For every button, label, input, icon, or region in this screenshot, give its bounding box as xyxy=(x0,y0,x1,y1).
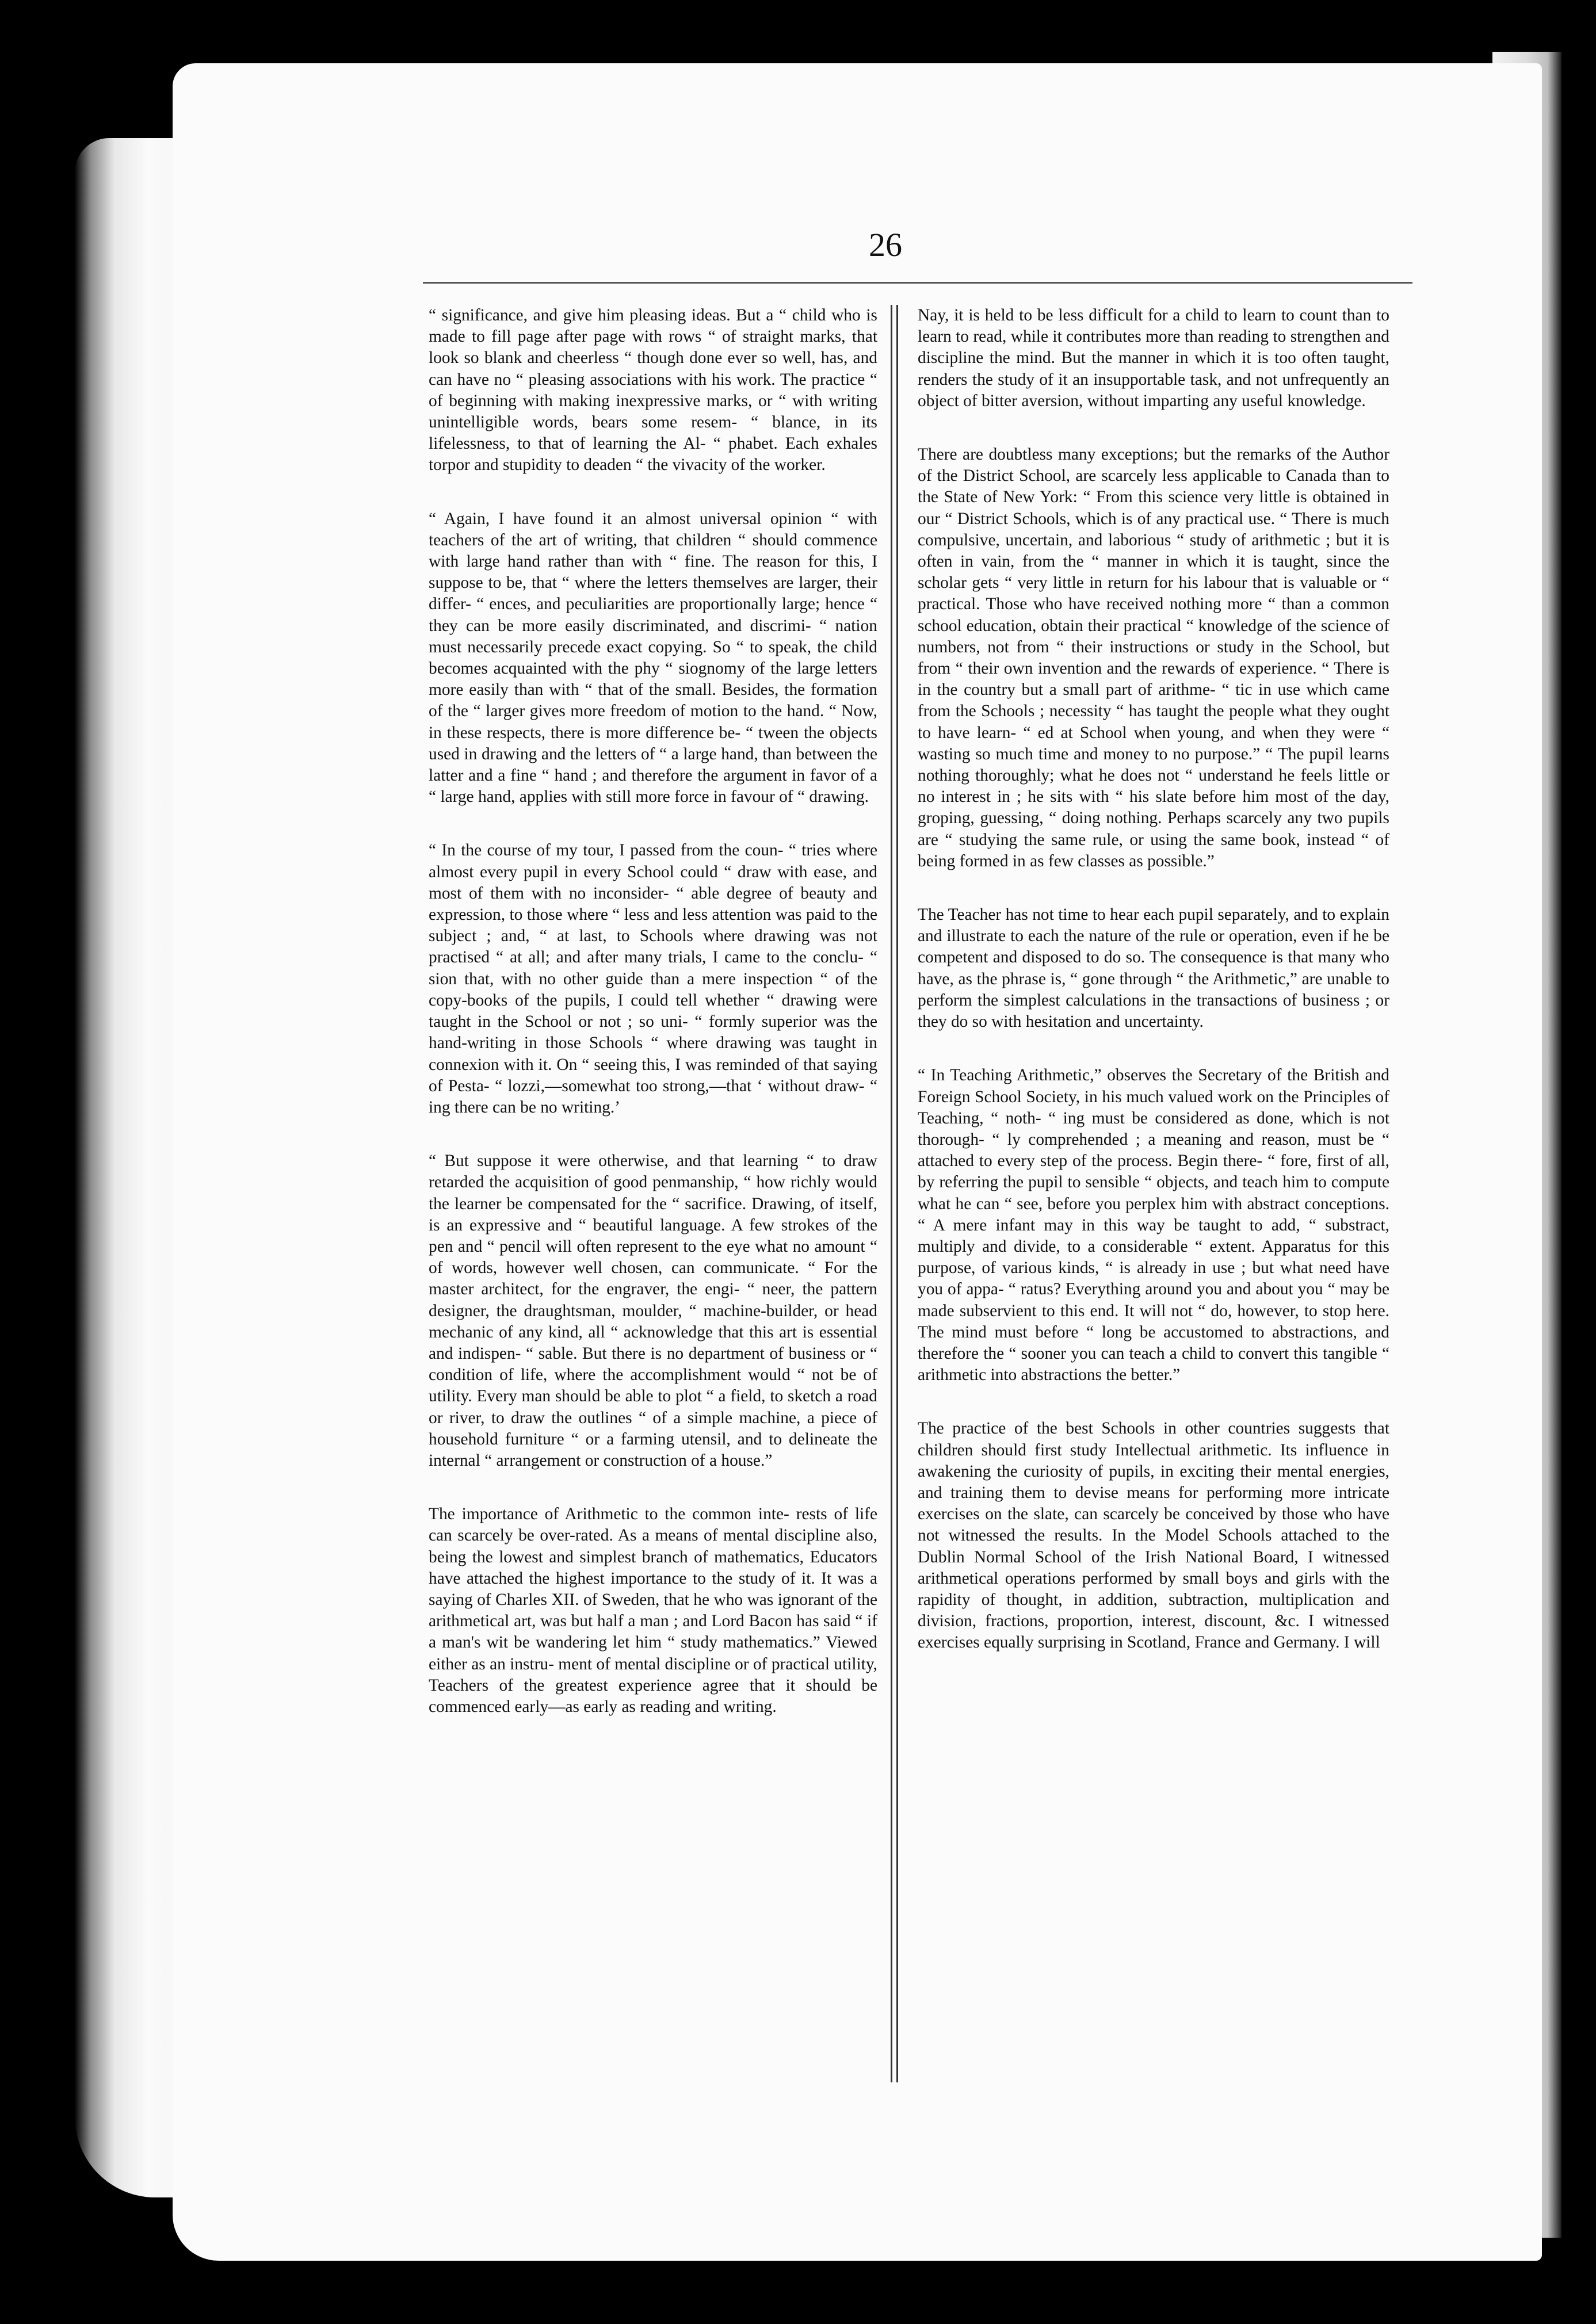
paragraph: The practice of the best Schools in other countries suggests that children should first study Intellectual arithmetic. Its influence in awakening the curiosity of pupils, in exciting their mental energies, and training them to devise means for performing more intricate exercises on the slate, can scarcely be conceived by those who have not witnessed the results. In the Model Schools attached to the Dublin Normal School of the Irish National Board, I witnessed arithmetical operations performed by small boys and girls with the rapidity of thought, in addition, subtraction, multiplication and division, fractions, proportion, interest, discount, &c. I witnessed exercises equally surprising in Scotland, France and Germany. I will xyxy=(918,1419,1389,1652)
paragraph: “ In the course of my tour, I passed from the coun- “ tries where almost every pupil in every School could “ draw with ease, and most of them with no inconsider- “ able degree of beauty and expression, to those where “ less and less attention was paid to the subject ; and, “ at last, to Schools where drawing was not practised “ at all; and after many trials, I came to the conclu- “ sion that, with no other guide than a mere inspection “ of the copy-books of the pupils, I could tell whether “ drawing were taught in the School or not ; so uni- “ formly superior was the hand-writing in those Schools “ where drawing was taught in connexion with it. On “ seeing this, I was reminded of that saying of Pesta- “ lozzi,—somewhat too strong,—that ‘ without draw- “ ing there can be no writing.’ xyxy=(429,841,877,1117)
paragraph: “ But suppose it were otherwise, and that learning “ to draw retarded the acquisition of good penmanship, “ how richly would the learner be compensated for the “ sacrifice. Drawing, of itself, is an expressive and “ beautiful language. A few strokes of the pen and “ pencil will often represent to the eye what no amount “ of words, however well chosen, can communicate. “ For the master architect, for the engraver, the engi- “ neer, the pattern designer, the draughtsman, moulder, “ machine-builder, or head mechanic of any kind, all “ acknowledge that this art is essential and indispen- “ sable. But there is no department of business or “ condition of life, where the accomplishment would “ not be of utility. Every man should be able to plot “ a field, to sketch a road or river, to draw the outlines “ of a simple machine, a piece of household furniture “ or a farming utensil, and to delineate the internal “ arrangement or construction of a house.” xyxy=(429,1152,877,1470)
paragraph: There are doubtless many exceptions; but the remarks of the Author of the District School, are scarcely less applicable to Canada than to the State of New York: “ From this science very little is obtained in our “ District Schools, which is of any practical use. “ There is much compulsive, uncertain, and laborious “ study of arithmetic ; but it is often in vain, from the “ manner in which it is taught, since the scholar gets “ very little in return for his labour that is valuable or “ practical. Those who have received nothing more “ than a common school education, obtain their practical “ knowledge of the science of numbers, not from “ their instructions or study in the School, but from “ their own invention and the rewards of experience. “ There is in the country but a small part of arithme- “ tic in use which came from the Schools ; necessity “ has taught the people what they ought to have learn- “ ed at School when young, and when they were “ wasting so much time and money to no purpose.” “ The pupil learns nothing thoroughly; what he does not “ understand he feels little or no interest in ; he sits with “ his slate before him most of the day, groping, guessing, “ doing nothing. Perhaps scarcely any two pupils are “ studying the same rule, or using the same book, instead “ of being formed in as few classes as possible.” xyxy=(918,445,1389,870)
header-rule xyxy=(423,282,1412,284)
left-column xyxy=(429,305,877,1750)
paragraph: “ Again, I have found it an almost universal opinion “ with teachers of the art of writing, that children “ should commence with large hand rather than with “ fine. The reason for this, I suppose to be, that “ where the letters themselves are larger, their differ- “ ences, and peculiarities are proportionally large; hence “ they can be more easily discriminated, and discrimi- “ nation must necessarily precede exact copying. So “ to speak, the child becomes acquainted with the phy “ siognomy of the large letters more easily than with “ that of the small. Besides, the formation of the “ larger gives more freedom of motion to the hand. “ Now, in these respects, there is more difference be- “ tween the objects used in drawing and the letters of “ a large hand, than between the latter and a fine “ hand ; and therefore the argument in favor of a “ large hand, applies with still more force in favour of “ drawing. xyxy=(429,509,877,806)
paragraph: The importance of Arithmetic to the common inte- rests of life can scarcely be over-rated. As a means of mental discipline also, being the lowest and simplest branch of mathematics, Educators have attached the highest importance to the study of it. It was a saying of Charles XII. of Sweden, that he who was ignorant of the arithmetical art, was but half a man ; and Lord Bacon has said “ if a man's wit be wandering let him “ study mathematics.” Viewed either as an instru- ment of mental discipline or of practical utility, Teachers of the greatest experience agree that it should be commenced early—as early as reading and writing. xyxy=(429,1505,877,1716)
page-number: 26 xyxy=(869,226,902,263)
paragraph: “ In Teaching Arithmetic,” observes the Secretary of the British and Foreign School Society, in his much valued work on the Principles of Teaching, “ noth- “ ing must be considered as done, which is not thorough- “ ly comprehended ; a meaning and reason, must be “ attached to every step of the process. Begin there- “ fore, first of all, by referring the pupil to sensible “ objects, and teach him to compute what he can “ see, before you perplex him with abstract conceptions. “ A mere infant may in this way be taught to add, “ substract, multiply and divide, to a considerable “ extent. Apparatus for this purpose, of various kinds, “ is already in use ; but what need have you of appa- “ ratus? Everything around you and about you “ may be made subservient to this end. It will not “ do, however, to stop here. The mind must before “ long be accustomed to abstractions, and therefore the “ sooner you can teach a child to convert this tangible “ arithmetic into abstractions the better.” xyxy=(918,1066,1389,1385)
paragraph: “ significance, and give him pleasing ideas. But a “ child who is made to fill page after page with rows “ of straight marks, that look so blank and cheerless “ though done ever so well, has, and can have no “ pleasing associations with his work. The practice “ of beginning with making inexpressive marks, or “ with writing unintelligible words, bears some resem- “ blance, in its lifelessness, to that of learning the Al- “ phabet. Each exhales torpor and stupidity to deaden “ the vivacity of the worker. xyxy=(429,306,877,475)
paragraph: Nay, it is held to be less difficult for a child to learn to count than to learn to read, while it contributes more than reading to strengthen and discipline the mind. But the manner in which it is too often taught, renders the study of it an insupportable task, and not unfrequently an object of bitter aversion, without imparting any useful knowledge. xyxy=(918,306,1389,410)
right-column xyxy=(918,305,1389,1686)
column-divider xyxy=(896,305,898,2082)
paragraph: The Teacher has not time to hear each pupil separately, and to explain and illustrate to each the nature of the rule or operation, even if he be competent and disposed to do so. The consequence is that many who have, as the phrase is, “ gone through “ the Arithmetic,” are unable to perform the simplest calculations in the transactions of business ; or they do so with hesitation and uncertainty. xyxy=(918,905,1389,1031)
column-divider xyxy=(891,305,892,2082)
